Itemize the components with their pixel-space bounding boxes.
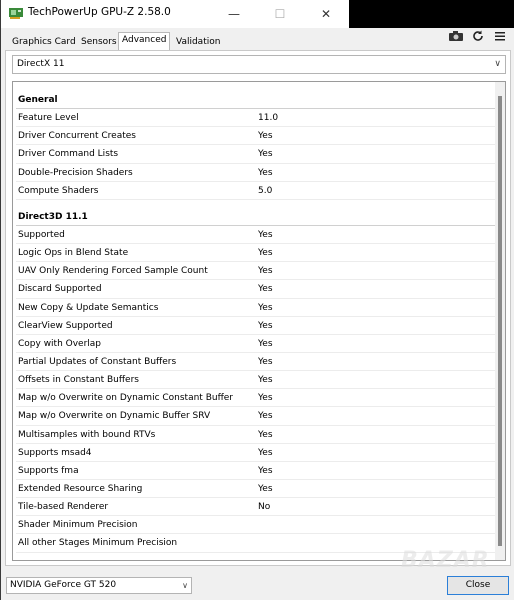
property-row[interactable] — [16, 109, 496, 127]
property-value: No — [258, 502, 271, 513]
property-label: Partial Updates of Constant Buffers — [18, 356, 177, 367]
property-row[interactable] — [16, 353, 496, 371]
property-value: Yes — [258, 320, 273, 331]
property-row[interactable] — [16, 145, 496, 163]
chevron-down-icon: ∨ — [182, 581, 188, 590]
property-value: Yes — [258, 411, 273, 422]
property-value: Yes — [258, 483, 273, 494]
property-value: 11.0 — [258, 113, 279, 124]
property-row[interactable] — [16, 280, 496, 298]
gpu-select-value: NVIDIA GeForce GT 520 — [10, 580, 117, 590]
property-value: 5.0 — [258, 185, 273, 196]
property-row[interactable] — [16, 244, 496, 262]
property-row[interactable] — [16, 182, 496, 200]
property-row[interactable] — [16, 498, 496, 516]
maximize-button[interactable]: ☐ — [274, 7, 286, 21]
section-header: Direct3D 11.1 — [16, 208, 496, 226]
tab-advanced[interactable]: Advanced — [118, 32, 170, 50]
category-select-value: DirectX 11 — [17, 59, 65, 69]
property-label: Discard Supported — [18, 284, 102, 295]
property-value: Yes — [258, 338, 273, 349]
tab-sensors[interactable]: Sensors — [81, 37, 117, 47]
property-label: ClearView Supported — [18, 320, 113, 331]
property-value: Yes — [258, 429, 273, 440]
property-value: Yes — [258, 131, 273, 142]
section-spacer — [16, 200, 496, 208]
property-label: Driver Command Lists — [18, 149, 119, 160]
properties-rows — [16, 91, 496, 553]
property-label: Map w/o Overwrite on Dynamic Buffer SRV — [18, 411, 211, 422]
property-value: Yes — [258, 375, 273, 386]
advanced-panel — [5, 50, 511, 566]
scrollbar-thumb[interactable] — [498, 96, 502, 546]
scrollbar[interactable] — [495, 82, 505, 560]
property-label: Shader Minimum Precision — [18, 520, 138, 531]
property-row[interactable] — [16, 335, 496, 353]
property-value: Yes — [258, 465, 273, 476]
property-label: Tile-based Renderer — [18, 502, 109, 513]
window-title: TechPowerUp GPU-Z 2.58.0 — [28, 6, 171, 18]
property-value: Yes — [258, 266, 273, 277]
tab-graphics-card[interactable]: Graphics Card — [12, 37, 76, 47]
property-row[interactable] — [16, 480, 496, 498]
property-row[interactable] — [16, 389, 496, 407]
property-row[interactable] — [16, 262, 496, 280]
properties-list[interactable] — [12, 81, 506, 561]
menu-icon[interactable] — [492, 30, 508, 44]
refresh-icon[interactable] — [470, 30, 486, 44]
close-button[interactable]: Close — [447, 576, 509, 595]
property-row[interactable] — [16, 462, 496, 480]
property-label: Compute Shaders — [18, 185, 99, 196]
property-row[interactable] — [16, 371, 496, 389]
property-row[interactable] — [16, 407, 496, 425]
property-value: Yes — [258, 248, 273, 259]
property-value: Yes — [258, 356, 273, 367]
property-label: Extended Resource Sharing — [18, 483, 143, 494]
property-row[interactable] — [16, 127, 496, 145]
tab-bar — [1, 28, 514, 50]
minimize-button[interactable]: — — [228, 7, 240, 21]
property-row[interactable] — [16, 164, 496, 182]
property-value: Yes — [258, 393, 273, 404]
property-label: Map w/o Overwrite on Dynamic Constant Buffer — [18, 393, 234, 404]
property-label: Copy with Overlap — [18, 338, 102, 349]
property-value: Yes — [258, 447, 273, 458]
property-row[interactable] — [16, 516, 496, 534]
property-label: UAV Only Rendering Forced Sample Count — [18, 266, 208, 277]
property-row[interactable] — [16, 226, 496, 244]
chevron-down-icon: ∨ — [494, 59, 501, 69]
property-label: Driver Concurrent Creates — [18, 131, 136, 142]
property-label: New Copy & Update Semantics — [18, 302, 159, 313]
property-row[interactable] — [16, 426, 496, 444]
watermark: BAZAR — [401, 548, 490, 573]
tab-validation[interactable]: Validation — [176, 37, 221, 47]
property-label: Supports msad4 — [18, 447, 92, 458]
section-header: General — [16, 91, 496, 109]
property-row[interactable] — [16, 299, 496, 317]
property-label: Supported — [18, 229, 65, 240]
property-label: Multisamples with bound RTVs — [18, 429, 156, 440]
property-label: Offsets in Constant Buffers — [18, 375, 139, 386]
gpu-select[interactable] — [6, 577, 192, 594]
property-label: All other Stages Minimum Precision — [18, 538, 178, 549]
toolbar-icons — [448, 30, 508, 44]
property-row[interactable] — [16, 444, 496, 462]
camera-icon[interactable] — [448, 30, 464, 44]
property-value: Yes — [258, 229, 273, 240]
category-select[interactable] — [12, 55, 506, 74]
property-label: Supports fma — [18, 465, 79, 476]
property-value: Yes — [258, 167, 273, 178]
property-value: Yes — [258, 302, 273, 313]
property-label: Feature Level — [18, 113, 79, 124]
close-window-button[interactable]: ✕ — [320, 7, 332, 21]
desktop-background — [349, 0, 514, 28]
property-label: Logic Ops in Blend State — [18, 248, 129, 259]
property-label: Double-Precision Shaders — [18, 167, 133, 178]
property-row[interactable] — [16, 317, 496, 335]
property-value: Yes — [258, 284, 273, 295]
gpu-card-icon — [9, 7, 23, 19]
property-value: Yes — [258, 149, 273, 160]
